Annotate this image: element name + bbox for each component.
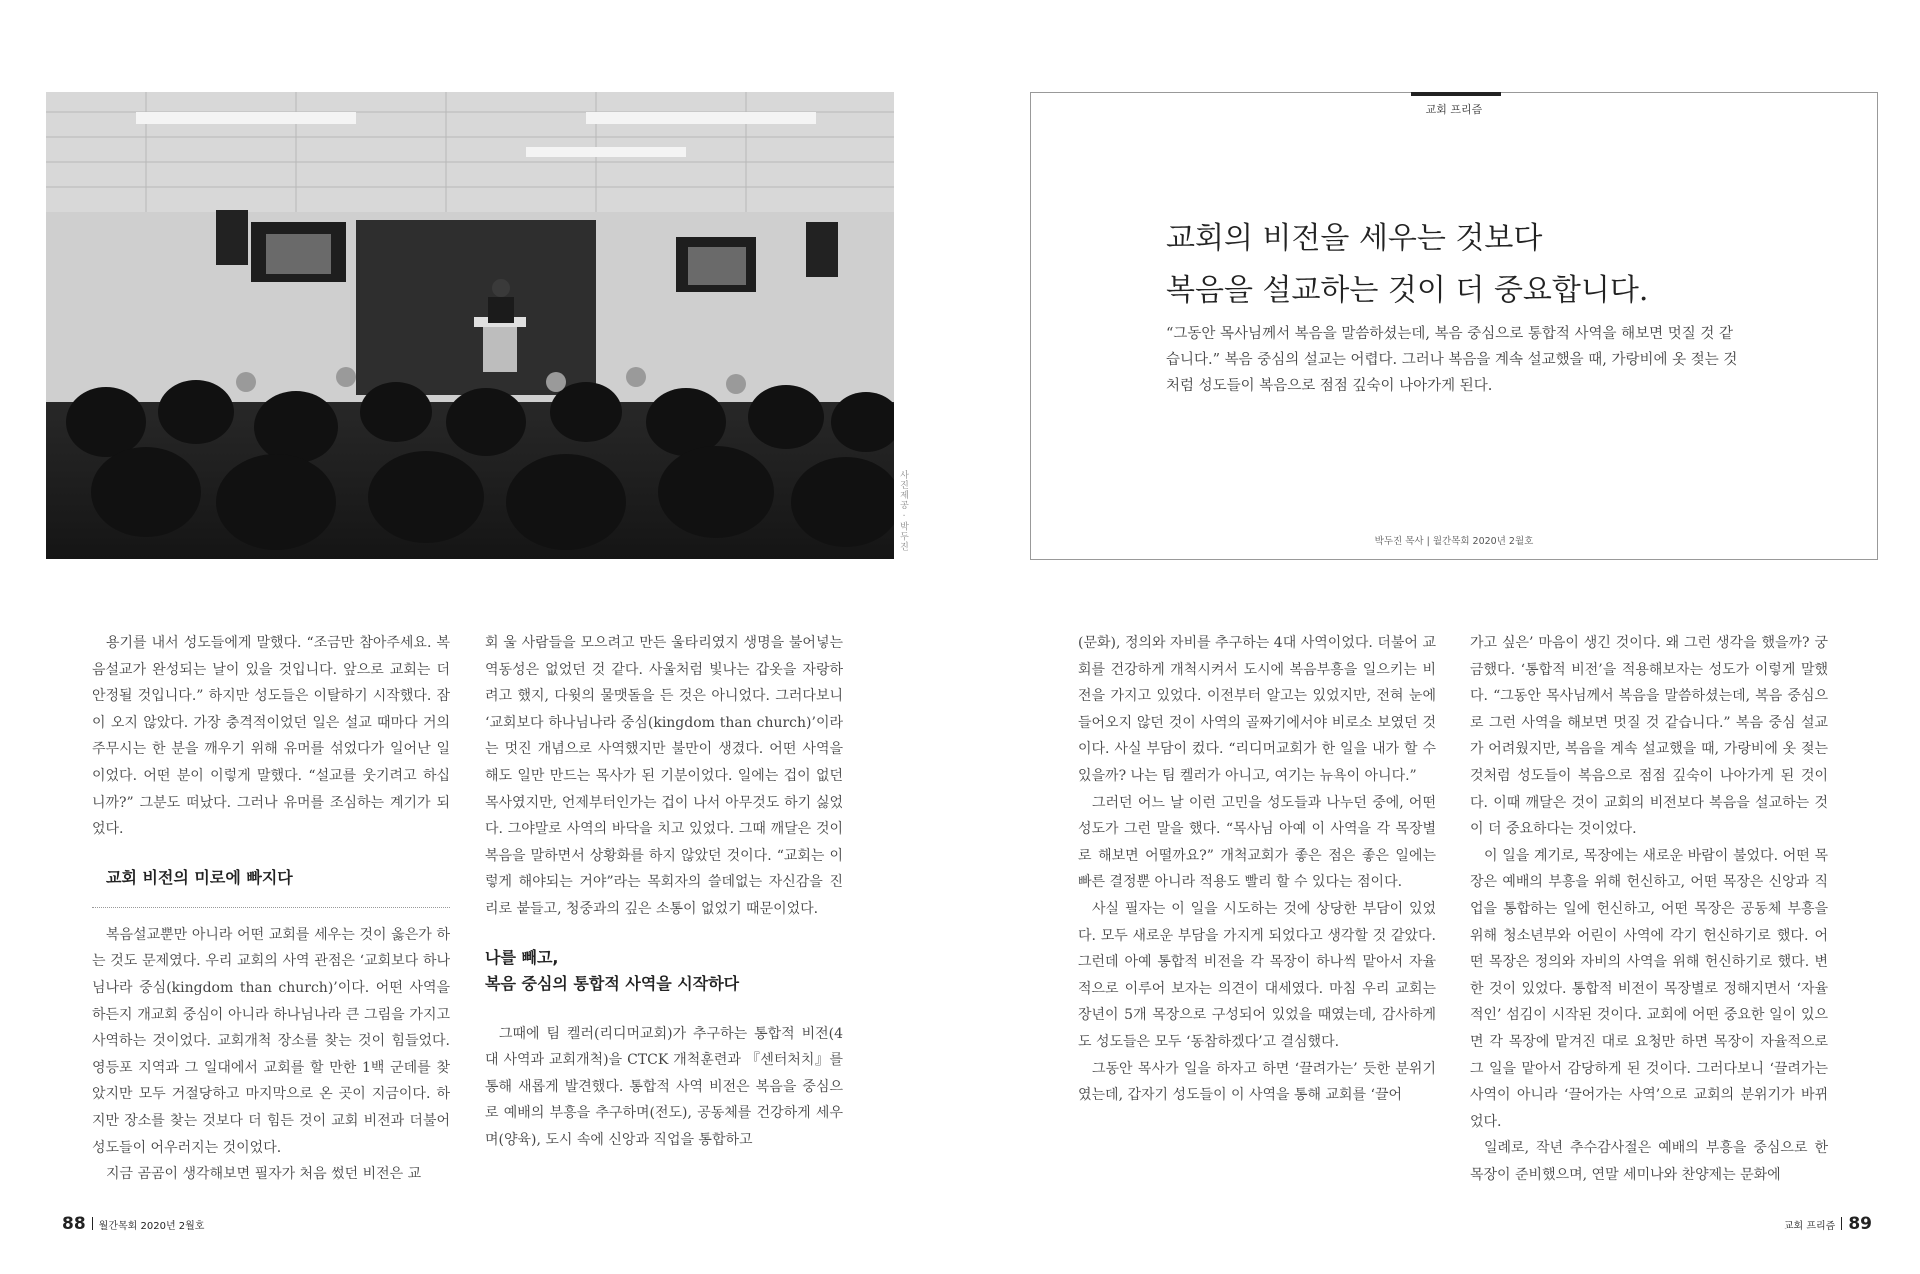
paragraph: (문화), 정의와 자비를 추구하는 4대 사역이었다. 더불어 교회를 건강하게 개척시켜서 도시에 복음부흥을 일으키는 비전을 가지고 있었다. 이전부터 알고는 있었지만, 전혀 눈에 들어오지 않던 것이 사역의 골짜기에서야 비로소 보였던 것이다. 사실 부담이 컸다. “리디머교회가 한 일을 내가 할 수 있을까? 나는 팀 켈러가 아니고, 여기는 뉴욕이 아니다.”: [1078, 635, 1436, 784]
photo-credit: 사진제공 · 박두진: [898, 470, 908, 552]
paragraph: 이 일을 계기로, 목장에는 새로운 바람이 불었다. 어떤 목장은 예배의 부흥을 위해 헌신하고, 어떤 목장은 신앙과 직업을 통합하는 일에 헌신하고, 어떤 목장은 공동체 부흥을 위해 청소년부와 어린이 사역에 각기 헌신하기로 했다. 어떤 목장은 정의와 자비의 사역을 위해 헌신하기로 했다. 변한 것이 있었다. 통합적 비전이 목장별로 정해지면서 ‘자율적인’ 섬김이 시작된 것이다. 교회에 어떤 중요한 일이 있으면 각 목장에 맡겨진 대로 요청만 하면 목장이 자율적으로 그 일을 맡아서 감당하게 된 것이다. 그러다보니 ‘끌려가는 사역이 아니라 ‘끌어가는 사역’으로 교회의 분위기가 바뀌었다.: [1470, 847, 1828, 1130]
subheading: 교회 비전의 미로에 빠지다: [92, 865, 450, 908]
footer-divider: [92, 1217, 93, 1230]
paragraph: 회 울 사람들을 모으려고 만든 울타리였지 생명을 불어넣는 역동성은 없었던 것 같다. 사울처럼 빛나는 갑옷을 자랑하려고 했지, 다윗의 물맷돌을 든 것은 아니었다. 그러다보니 ‘교회보다 하나님나라 중심(kingdom than church)’이라는 멋진 개념으로 사역했지만 불만이 생겼다. 어떤 사역을 해도 일만 만드는 목사가 된 기분이었다. 일에는 겁이 없던 목사였지만, 언제부터인가는 겁이 나서 아무것도 하기 싫었다. 그야말로 사역의 바닥을 치고 있었다. 그때 깨달은 것이 복음을 말하면서 상황화를 하지 않았던 것이다. “교회는 이렇게 해야되는 거야”라는 목회자의 쓸데없는 자신감을 진리로 붙들고, 청중과의 깊은 소통이 없었기 때문이었다.: [485, 635, 843, 917]
left-page-footer: [62, 1214, 204, 1234]
text-column-4: [1470, 630, 1828, 1188]
subheading-line-1: 나를 빼고,: [485, 947, 559, 967]
section-category: 교회 프리즘: [1425, 103, 1483, 116]
paragraph: 용기를 내서 성도들에게 말했다. “조금만 참아주세요. 복음설교가 완성되는 날이 있을 것입니다. 앞으로 교회는 더 안정될 것입니다.” 하지만 성도들은 이탈하기 시작했다. 잠이 오지 않았다. 가장 충격적이었던 일은 설교 때마다 거의 주무시는 한 분을 깨우기 위해 유머를 섞었다가 일어난 일이었다. 어떤 분이 이렇게 말했다. “설교를 웃기려고 하십니까?” 그분도 떠났다. 그러나 유머를 조심하는 계기가 되었다.: [92, 635, 450, 838]
paragraph: 복음설교뿐만 아니라 어떤 교회를 세우는 것이 옳은가 하는 것도 문제였다. 우리 교회의 사역 관점은 ‘교회보다 하나님나라 중심(kingdom than church)’이다. 어떤 사역을 하든지 개교회 중심이 아니라 하나님나라 큰 그림을 가지고 사역하는 것이었다. 교회개척 장소를 찾는 것이 힘들었다. 영등포 지역과 그 일대에서 교회를 할 만한 1백 군데를 찾았지만 모두 거절당하고 마지막으로 온 곳이 지금이다. 하지만 장소를 찾는 것보다 더 힘든 것이 교회 비전과 더불어 성도들이 어우러지는 것이었다.: [92, 926, 450, 1156]
title-box: [1030, 92, 1878, 560]
text-column-2: [485, 630, 843, 1154]
photo-illustration: [46, 92, 894, 559]
paragraph: 지금 곰곰이 생각해보면 필자가 처음 썼던 비전은 교: [106, 1166, 422, 1183]
page-number-right: 89: [1848, 1214, 1872, 1234]
text-column-1: [92, 630, 450, 1188]
church-service-photo: [46, 92, 894, 559]
footer-divider: [1841, 1217, 1842, 1230]
section-name: 교회 프리즘: [1783, 1221, 1836, 1232]
paragraph: 일례로, 작년 추수감사절은 예배의 부흥을 중심으로 한 목장이 준비했으며, 연말 세미나와 찬양제는 문화에: [1470, 1140, 1828, 1183]
article-deck: “그동안 목사님께서 복음을 말씀하셨는데, 복음 중심으로 통합적 사역을 해보면 멋질 것 같습니다.” 복음 중심의 설교는 어렵다. 그러나 복음을 계속 설교했을 때, 가랑비에 옷 젖는 것처럼 성도들이 복음으로 점점 깊숙이 나아가게 된다.: [1166, 326, 1738, 394]
paragraph: 사실 필자는 이 일을 시도하는 것에 상당한 부담이 있었다. 모두 새로운 부담을 가지게 되었다고 생각할 것 같았다. 그런데 아예 통합적 비전을 각 목장이 하나씩 맡아서 자율적으로 이루어 보자는 의견이 대세였다. 마침 우리 교회는 장년이 5개 목장으로 구성되어 있었을 때였는데, 감사하게도 성도들은 모두 ‘동참하겠다’고 결심했다.: [1078, 900, 1436, 1050]
author-byline: 박두진 목사 | 월간목회 2020년 2월호: [1374, 536, 1534, 547]
magazine-issue: 월간목회 2020년 2월호: [98, 1221, 205, 1232]
headline-line-1: 교회의 비전을 세우는 것보다: [1166, 221, 1543, 256]
paragraph: 그러던 어느 날 이런 고민을 성도들과 나누던 중에, 어떤 성도가 그런 말을 했다. “목사님 아예 이 사역을 각 목장별로 해보면 어떨까요?” 개척교회가 좋은 점은 좋은 일에는 빠른 결정뿐 아니라 적용도 빨리 할 수 있다는 점이다.: [1078, 794, 1436, 891]
paragraph: 그때에 팀 켈러(리디머교회)가 추구하는 통합적 비전(4대 사역과 교회개척)을 CTCK 개척훈련과 『센터처치』를 통해 새롭게 발견했다. 통합적 사역 비전은 복음을 중심으로 예배의 부흥을 추구하며(전도), 공동체를 건강하게 세우며(양육), 도시 속에 신앙과 직업을 통합하고: [485, 1025, 843, 1148]
right-page-footer: [1784, 1214, 1872, 1234]
subheading: [485, 945, 843, 997]
subheading-line-2: 복음 중심의 통합적 사역을 시작하다: [485, 973, 740, 993]
headline-line-2: 복음을 설교하는 것이 더 중요합니다.: [1166, 273, 1649, 308]
text-column-3: [1078, 630, 1436, 1109]
paragraph: 그동안 목사가 일을 하자고 하면 ‘끌려가는’ 듯한 분위기였는데, 갑자기 성도들이 이 사역을 통해 교회를 ‘끌어: [1078, 1060, 1436, 1104]
category-tab-bar: [1411, 92, 1501, 96]
article-headline: [1166, 213, 1846, 317]
page-number-left: 88: [62, 1214, 86, 1234]
paragraph: 가고 싶은’ 마음이 생긴 것이다. 왜 그런 생각을 했을까? 궁금했다. ‘통합적 비전’을 적용해보자는 성도가 이렇게 말했다. “그동안 목사님께서 복음을 말씀하셨는데, 복음 중심으로 그런 사역을 해보면 멋질 것 같습니다.” 복음 중심 설교가 어려웠지만, 복음을 계속 설교했을 때, 가랑비에 옷 젖는 것처럼 성도들이 복음으로 점점 깊숙이 나아가게 된 것이다. 이때 깨달은 것이 교회의 비전보다 복음을 설교하는 것이 더 중요하다는 것이었다.: [1470, 635, 1828, 838]
